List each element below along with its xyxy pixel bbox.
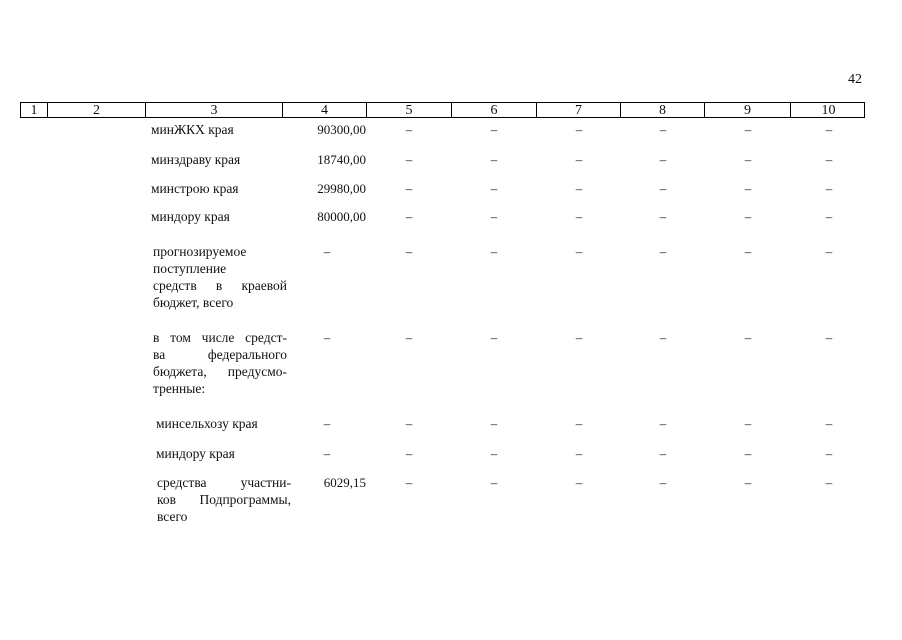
value-cell-col-9: – — [744, 181, 752, 196]
value-cell-col-8: – — [659, 244, 667, 259]
value-cell-col-5: – — [405, 152, 413, 167]
value-cell-col-5: – — [405, 122, 413, 137]
row-label-line: в том числе средст- — [153, 330, 287, 345]
value-cell-col-7: – — [575, 244, 583, 259]
row-label-line: всего — [157, 509, 188, 524]
value-cell-col-9: – — [744, 475, 752, 490]
row-label-line: миндору края — [156, 446, 235, 461]
value-cell-col-8: – — [659, 475, 667, 490]
row-label-line: бюджет, всего — [153, 295, 234, 310]
row-label — [156, 415, 290, 432]
value-cell-col-5: – — [405, 416, 413, 431]
row-label-line: ков Подпрограммы, — [157, 492, 291, 507]
row-label-line: минсельхозу края — [156, 416, 258, 431]
row-label-line: средств в краевой — [153, 278, 287, 293]
value-cell-col-10: – — [825, 244, 833, 259]
value-cell-col-5: – — [405, 244, 413, 259]
value-cell-col-9: – — [744, 446, 752, 461]
row-label — [151, 151, 285, 168]
row-label-line: минстрою края — [151, 181, 239, 196]
value-cell-col-7: – — [575, 446, 583, 461]
row-label-line: минЖКХ края — [151, 122, 234, 137]
value-cell-col-8: – — [659, 416, 667, 431]
value-cell-col-8: – — [659, 122, 667, 137]
value-cell-col-6: – — [490, 475, 498, 490]
value-cell-col-9: – — [744, 244, 752, 259]
value-cell-col-6: – — [490, 244, 498, 259]
amount-cell: – — [323, 330, 331, 345]
amount-cell: – — [323, 446, 331, 461]
value-cell-col-6: – — [490, 209, 498, 224]
value-cell-col-5: – — [405, 330, 413, 345]
column-header-1: 1 — [21, 103, 48, 117]
row-label — [153, 243, 287, 311]
value-cell-col-8: – — [659, 209, 667, 224]
row-label — [153, 329, 287, 397]
row-label — [151, 208, 285, 225]
value-cell-col-7: – — [575, 416, 583, 431]
column-header-3: 3 — [146, 103, 283, 117]
value-cell-col-7: – — [575, 330, 583, 345]
value-cell-col-5: – — [405, 475, 413, 490]
value-cell-col-7: – — [575, 152, 583, 167]
row-label-line: прогнозируемое — [153, 244, 247, 259]
row-label-line: ва федерального — [153, 347, 287, 362]
column-header-10: 10 — [821, 103, 836, 118]
row-label-line: тренные: — [153, 381, 206, 396]
amount-cell: 80000,00 — [317, 209, 366, 224]
row-label-line: бюджета, предусмо- — [153, 364, 287, 379]
value-cell-col-9: – — [744, 209, 752, 224]
value-cell-col-10: – — [825, 122, 833, 137]
value-cell-col-9: – — [744, 330, 752, 345]
amount-cell: 90300,00 — [317, 122, 366, 137]
value-cell-col-10: – — [825, 209, 833, 224]
value-cell-col-8: – — [659, 152, 667, 167]
amount-cell: 18740,00 — [317, 152, 366, 167]
column-header-4: 4 — [283, 103, 367, 117]
value-cell-col-10: – — [825, 446, 833, 461]
row-label — [157, 474, 291, 525]
value-cell-col-5: – — [405, 209, 413, 224]
value-cell-col-10: – — [825, 152, 833, 167]
amount-cell: – — [323, 416, 331, 431]
row-label — [151, 121, 285, 138]
value-cell-col-10: – — [825, 330, 833, 345]
value-cell-col-9: – — [744, 122, 752, 137]
page-number: 42 — [848, 72, 862, 87]
value-cell-col-10: – — [825, 181, 833, 196]
column-header-8: 8 — [621, 103, 705, 117]
value-cell-col-6: – — [490, 330, 498, 345]
value-cell-col-9: – — [744, 152, 752, 167]
value-cell-col-6: – — [490, 122, 498, 137]
value-cell-col-10: – — [825, 475, 833, 490]
value-cell-col-6: – — [490, 446, 498, 461]
amount-cell: 6029,15 — [323, 475, 366, 490]
amount-cell: – — [323, 244, 331, 259]
value-cell-col-6: – — [490, 181, 498, 196]
value-cell-col-8: – — [659, 181, 667, 196]
value-cell-col-8: – — [659, 446, 667, 461]
value-cell-col-7: – — [575, 181, 583, 196]
value-cell-col-9: – — [744, 416, 752, 431]
column-header-2: 2 — [48, 103, 146, 117]
value-cell-col-10: – — [825, 416, 833, 431]
column-header-9: 9 — [705, 103, 791, 117]
value-cell-col-7: – — [575, 475, 583, 490]
value-cell-col-5: – — [405, 446, 413, 461]
value-cell-col-8: – — [659, 330, 667, 345]
row-label-line: миндору края — [151, 209, 230, 224]
amount-cell: 29980,00 — [317, 181, 366, 196]
value-cell-col-6: – — [490, 416, 498, 431]
row-label-line: средства участни- — [157, 475, 291, 490]
value-cell-col-6: – — [490, 152, 498, 167]
column-header-5: 5 — [367, 103, 452, 117]
row-label — [151, 180, 285, 197]
row-label-line: минздраву края — [151, 152, 241, 167]
value-cell-col-5: – — [405, 181, 413, 196]
table-header-row — [20, 102, 865, 118]
row-label-line: поступление — [153, 261, 227, 276]
value-cell-col-7: – — [575, 122, 583, 137]
value-cell-col-7: – — [575, 209, 583, 224]
row-label — [156, 445, 290, 462]
column-header-6: 6 — [452, 103, 537, 117]
column-header-7: 7 — [537, 103, 621, 117]
